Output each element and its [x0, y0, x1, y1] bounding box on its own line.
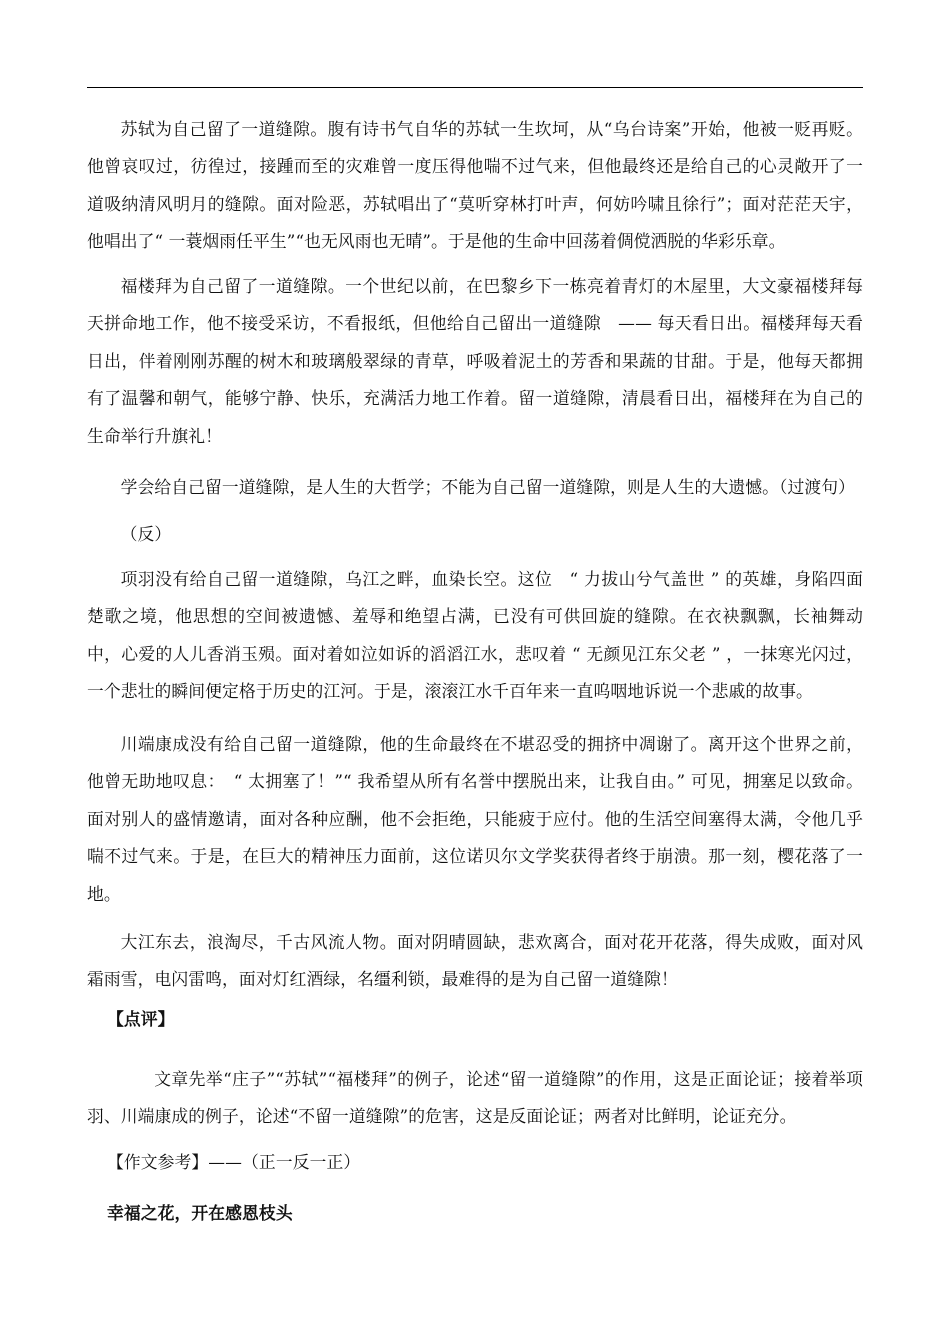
paragraph-kawabata: 川端康成没有给自己留一道缝隙，他的生命最终在不堪忍受的拥挤中凋谢了。离开这个世界之前，他曾无助地叹息： “ 太拥塞了！”“ 我希望从所有名誉中摆脱出来，让我自由。” 可见，拥塞足以致命。面对别人的盛情邀请，面对各种应酬，他不会拒绝，只能疲于应付。他的生活空间塞得太满，令他几乎喘不过气来。于是，在巨大的精神压力面前，这位诺贝尔文学奖获得者终于崩溃。那一刻，樱花落了一地。 [87, 734, 863, 904]
paragraph-flaubert: 福楼拜为自己留了一道缝隙。一个世纪以前，在巴黎乡下一栋亮着青灯的木屋里，大文豪福楼拜每天拼命地工作，他不接受采访，不看报纸，但他给自己留出一道缝隙 —— 每天看日出。福楼拜每天看日出，伴着刚刚苏醒的树木和玻璃般翠绿的青草，呼吸着泥土的芳香和果蔬的甘甜。于是，他每天都拥有了温馨和朝气，能够宁静、快乐，充满活力地工作着。留一道缝隙，清晨看日出，福楼拜在为自己的生命举行升旗礼！ [87, 276, 863, 446]
review-text: 文章先举“庄子”“苏轼”“福楼拜”的例子，论述“留一道缝隙”的作用，这是正面论证；接着举项羽、川端康成的例子，论述“不留一道缝隙”的危害，这是反面论证；两者对比鲜明，论证充分。 [87, 1069, 863, 1127]
header-rule [87, 87, 863, 88]
paragraph-transition: 学会给自己留一道缝隙，是人生的大哲学；不能为自己留一道缝隙，则是人生的大遗憾。（过渡句） [120, 477, 855, 497]
contrast-mark: （反） [120, 524, 172, 544]
essay-title: 幸福之花，开在感恩枝头 [107, 1203, 293, 1223]
paragraph-su-shi: 苏轼为自己留了一道缝隙。腹有诗书气自华的苏轼一生坎坷，从“乌台诗案”开始，他被一贬再贬。他曾哀叹过，彷徨过，接踵而至的灾难曾一度压得他喘不过气来，但他最终还是给自己的心灵敞开了一道吸纳清风明月的缝隙。面对险恶，苏轼唱出了“莫听穿林打叶声，何妨吟啸且徐行”；面对茫茫天宇，他唱出了“ 一蓑烟雨任平生”“也无风雨也无晴”。于是他的生命中回荡着倜傥洒脱的华彩乐章。 [87, 119, 863, 252]
reference-heading: 【作文参考】——（正一反一正） [107, 1152, 361, 1172]
paragraph-conclusion: 大江东去，浪淘尽，千古风流人物。面对阴晴圆缺，悲欢离合，面对花开花落，得失成败，面对风霜雨雪，电闪雷鸣，面对灯红酒绿，名缰利锁，最难得的是为自己留一道缝隙！ [87, 932, 863, 990]
paragraph-xiang-yu: 项羽没有给自己留一道缝隙，乌江之畔，血染长空。这位 “ 力拔山兮气盖世 ” 的英雄，身陷四面楚歌之境，他思想的空间被遗憾、羞辱和绝望占满，已没有可供回旋的缝隙。在衣袂飘飘，长袖舞动中，心爱的人儿香消玉殒。面对着如泣如诉的滔滔江水，悲叹着 “ 无颜见江东父老 ” ，一抹寒光闪过，一个悲壮的瞬间便定格于历史的江河。于是，滚滚江水千百年来一直呜咽地诉说一个悲戚的故事。 [87, 569, 863, 702]
review-heading: 【点评】 [107, 1009, 175, 1029]
